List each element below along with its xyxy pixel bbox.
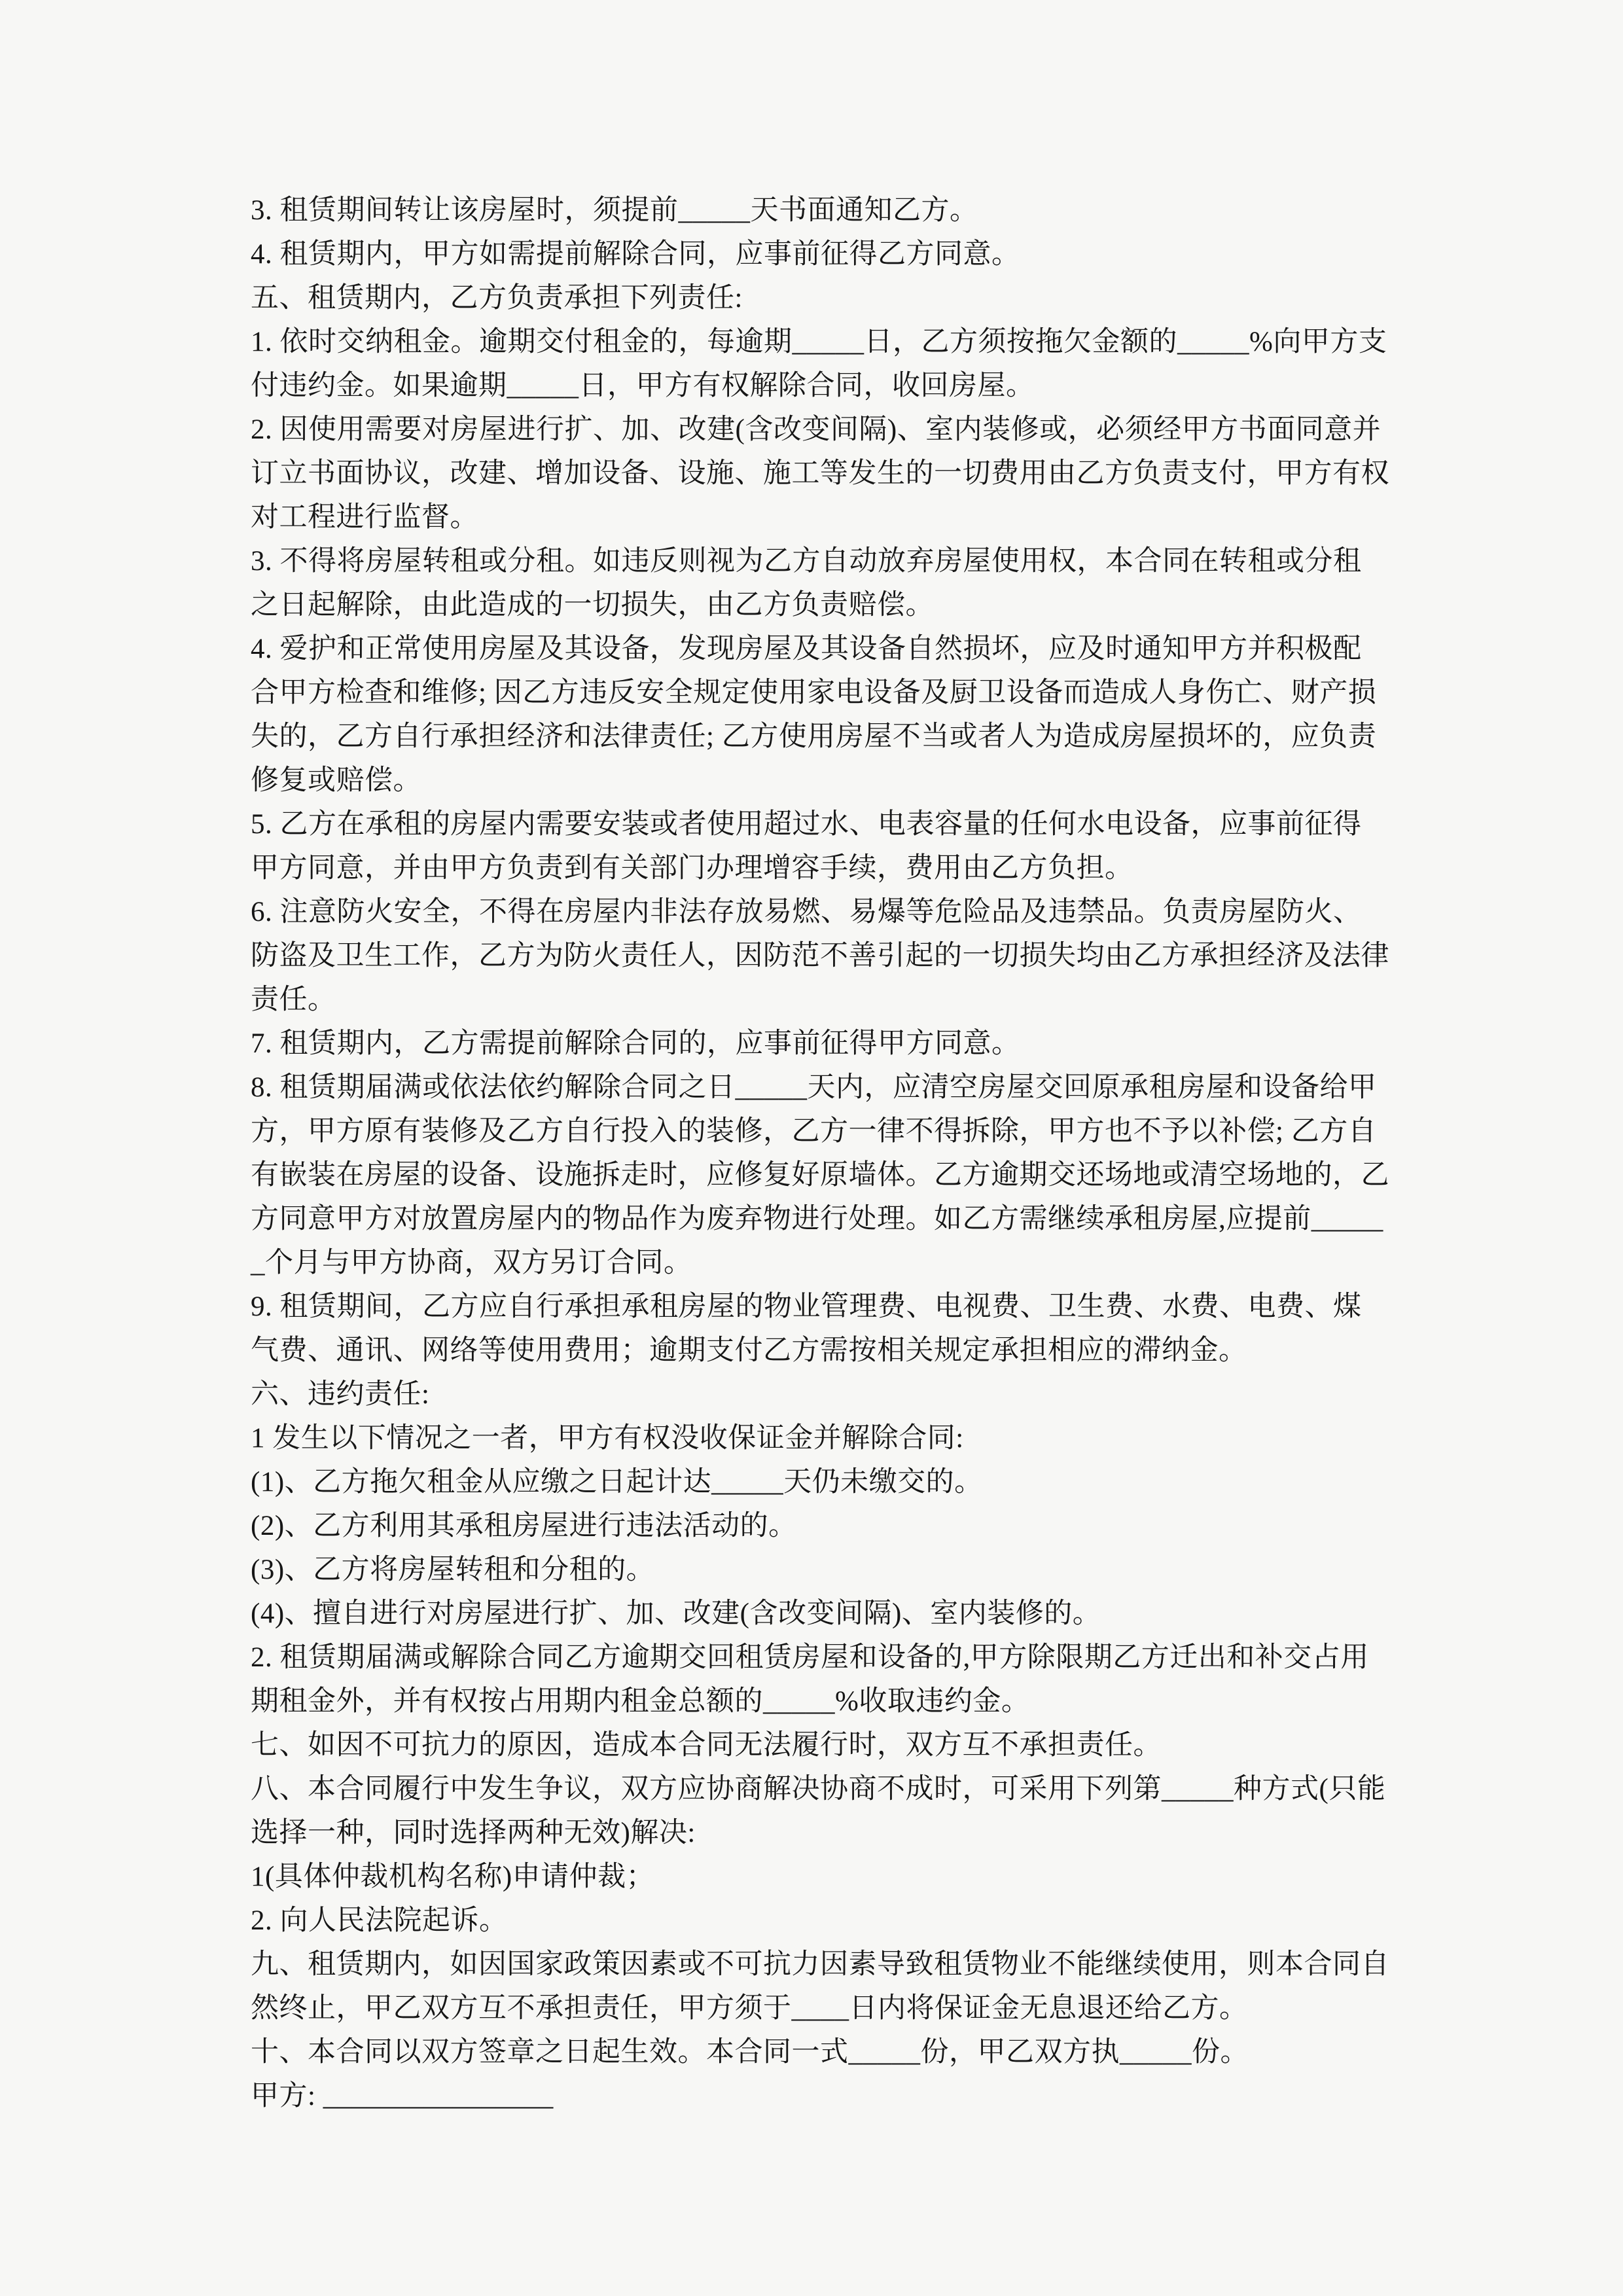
contract-paragraph: (3)、乙方将房屋转租和分租的。 — [251, 1554, 655, 1585]
contract-paragraph: 8. 租赁期届满或依法依约解除合同之日_____天内，应清空房屋交回原承租房屋和设备给甲方，甲方原有装修及乙方自行投入的装修，乙方一律不得拆除，甲方也不予以补偿; 乙方自有嵌装在房屋的设备、设施拆走时，应修复好原墙体。乙方逾期交还场地或清空场地的，乙方同意甲方对放置房屋内的物品作为废弃物进行处理。如乙方需继续承租房屋,应提前______个月与甲方协商，双方另订合同。 — [251, 1072, 1389, 1278]
contract-paragraph: 八、本合同履行中发生争议，双方应协商解决协商不成时，可采用下列第_____种方式(只能选择一种，同时选择两种无效)解决: — [251, 1774, 1386, 1848]
contract-paragraph: 6. 注意防火安全，不得在房屋内非法存放易燃、易爆等危险品及违禁品。负责房屋防火、防盗及卫生工作，乙方为防火责任人，因防范不善引起的一切损失均由乙方承担经济及法律责任。 — [251, 897, 1389, 1015]
contract-paragraph: 3. 不得将房屋转租或分租。如违反则视为乙方自动放弃房屋使用权，本合同在转租或分租之日起解除，由此造成的一切损失，由乙方负责赔偿。 — [251, 546, 1362, 620]
contract-paragraph: (1)、乙方拖欠租金从应缴之日起计达_____天仍未缴交的。 — [251, 1467, 983, 1498]
contract-paragraph: 4. 租赁期内，甲方如需提前解除合同，应事前征得乙方同意。 — [251, 239, 1020, 270]
contract-paragraph: 3. 租赁期间转让该房屋时，须提前_____天书面通知乙方。 — [251, 195, 978, 226]
contract-paragraph: 1. 依时交纳租金。逾期交付租金的，每逾期_____日，乙方须按拖欠金额的_____%向甲方支付违约金。如果逾期_____日，甲方有权解除合同，收回房屋。 — [251, 327, 1387, 401]
contract-paragraph: 9. 租赁期间，乙方应自行承担承租房屋的物业管理费、电视费、卫生费、水费、电费、煤气费、通讯、网络等使用费用；逾期支付乙方需按相关规定承担相应的滞纳金。 — [251, 1291, 1362, 1366]
contract-paragraph: 4. 爱护和正常使用房屋及其设备，发现房屋及其设备自然损坏，应及时通知甲方并积极配合甲方检查和维修; 因乙方违反安全规定使用家电设备及厨卫设备而造成人身伤亡、财产损失的，乙方自行承担经济和法律责任; 乙方使用房屋不当或者人为造成房屋损坏的，应负责修复或赔偿。 — [251, 634, 1377, 796]
contract-paragraph: 7. 租赁期内，乙方需提前解除合同的，应事前征得甲方同意。 — [251, 1028, 1020, 1059]
contract-paragraphs — [251, 188, 1389, 2118]
contract-paragraph: 1(具体仲裁机构名称)申请仲裁； — [251, 1861, 655, 1892]
contract-paragraph: 九、租赁期内，如因国家政策因素或不可抗力因素导致租赁物业不能继续使用，则本合同自然终止，甲乙双方互不承担责任，甲方须于____日内将保证金无息退还给乙方。 — [251, 1949, 1389, 2024]
contract-paragraph: 1 发生以下情况之一者，甲方有权没收保证金并解除合同: — [251, 1423, 964, 1454]
contract-paragraph: (4)、擅自进行对房屋进行扩、加、改建(含改变间隔)、室内装修的。 — [251, 1598, 1101, 1629]
contract-paragraph: 甲方: ________________ — [251, 2081, 554, 2111]
contract-paragraph: 六、违约责任: — [251, 1379, 430, 1410]
contract-paragraph: 2. 向人民法院起诉。 — [251, 1905, 508, 1936]
contract-paragraph: 十、本合同以双方签章之日起生效。本合同一式_____份，甲乙双方执_____份。 — [251, 2037, 1249, 2068]
contract-paragraph: 七、如因不可抗力的原因，造成本合同无法履行时，双方互不承担责任。 — [251, 1730, 1162, 1761]
contract-paragraph: 2. 因使用需要对房屋进行扩、加、改建(含改变间隔)、室内装修或，必须经甲方书面同意并订立书面协议，改建、增加设备、设施、施工等发生的一切费用由乙方负责支付，甲方有权对工程进行监督。 — [251, 414, 1389, 533]
contract-paragraph: (2)、乙方利用其承租房屋进行违法活动的。 — [251, 1511, 797, 1541]
contract-paragraph: 2. 租赁期届满或解除合同乙方逾期交回租赁房屋和设备的,甲方除限期乙方迁出和补交占用期租金外，并有权按占用期内租金总额的_____%收取违约金。 — [251, 1642, 1369, 1717]
contract-paragraph: 五、租赁期内，乙方负责承担下列责任: — [251, 283, 743, 314]
contract-paragraph: 5. 乙方在承租的房屋内需要安装或者使用超过水、电表容量的任何水电设备，应事前征得甲方同意，并由甲方负责到有关部门办理增容手续，费用由乙方负担。 — [251, 809, 1362, 884]
